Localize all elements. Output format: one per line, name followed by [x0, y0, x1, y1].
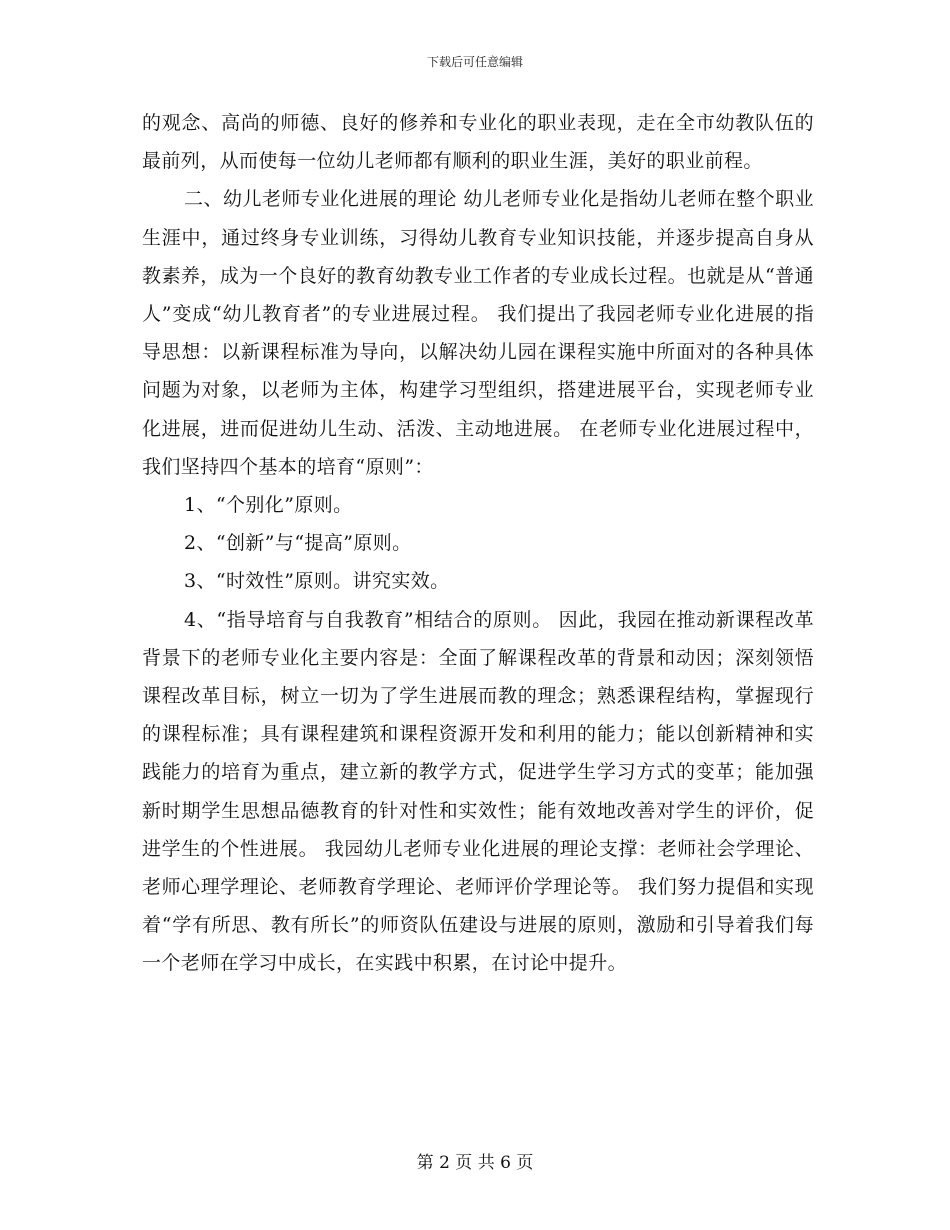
paragraph-theory-section: 二、幼儿老师专业化进展的理论 幼儿老师专业化是指幼儿老师在整个职业生涯中，通过终身专业训练，习得幼儿教育专业知识技能，并逐步提高自身从教素养，成为一个良好的教育幼教专业工作者的专业成长过程。也就是从“普通人”变成“幼儿教育者”的专业进展过程。 我们提出了我园老师专业化进展的指导思想：以新课程标准为导向，以解决幼儿园在课程实施中所面对的各种具体问题为对象，以老师为主体，构建学习型组织，搭建进展平台，实现老师专业化进展，进而促进幼儿生动、活泼、主动地进展。 在老师专业化进展过程中，我们坚持四个基本的培育“原则”： [142, 188, 814, 478]
document-body [142, 104, 814, 983]
page-header-note: 下载后可任意编辑 [426, 55, 523, 69]
principle-item-4: 4、“指导培育与自我教育”相结合的原则。 因此，我园在推动新课程改革背景下的老师专业化主要内容是：全面了解课程改革的背景和动因；深刻领悟课程改革目标，树立一切为了学生进展而教的理念；熟悉课程结构，掌握现行的课程标准；具有课程建筑和课程资源开发和利用的能力；能以创新精神和实践能力的培育为重点，建立新的教学方式，促进学生学习方式的变革；能加强新时期学生思想品德教育的针对性和实效性；能有效地改善对学生的评价，促进学生的个性进展。 我园幼儿老师专业化进展的理论支撑：老师社会学理论、老师心理学理论、老师教育学理论、老师评价学理论等。 我们努力提倡和实现着“学有所思、教有所长”的师资队伍建设与进展的原则，激励和引导着我们每一个老师在学习中成长，在实践中积累，在讨论中提升。 [142, 608, 814, 975]
principle-item-3: 3、“时效性”原则。讲究实效。 [184, 570, 450, 593]
paragraph-continuation: 的观念、高尚的师德、良好的修养和专业化的职业表现，走在全市幼教队伍的最前列，从而使每一位幼儿老师都有顺利的职业生涯，美好的职业前程。 [142, 112, 814, 173]
principle-item-2: 2、“创新”与“提高”原则。 [184, 532, 412, 555]
principle-item-1: 1、“个别化”原则。 [184, 494, 353, 517]
page-number-footer: 第 2 页 共 6 页 [416, 1153, 534, 1173]
